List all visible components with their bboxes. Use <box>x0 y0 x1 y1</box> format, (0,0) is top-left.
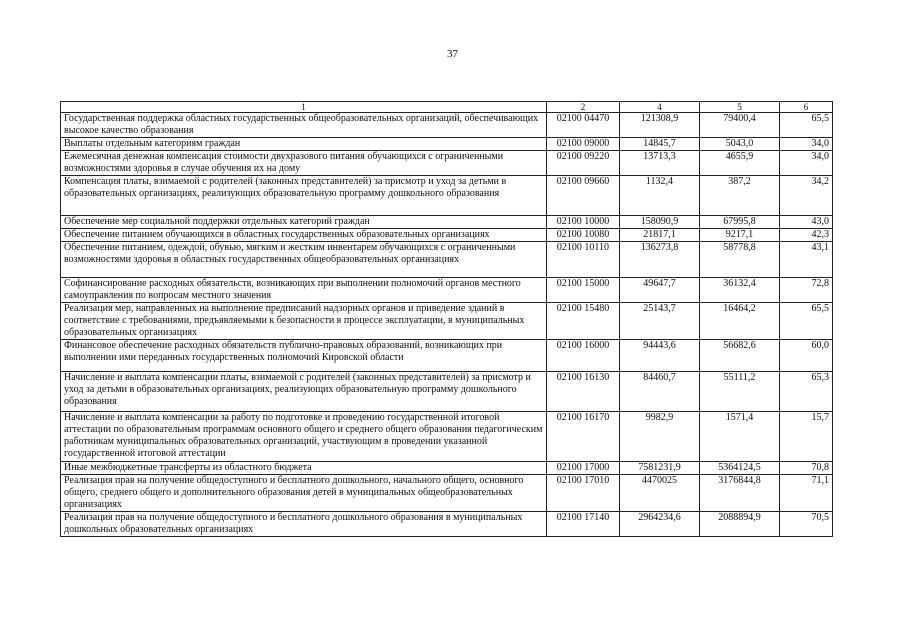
row-code: 02100 17010 <box>547 475 620 512</box>
row-planned: 121308,9 <box>620 113 700 138</box>
row-actual: 58778,8 <box>700 242 780 278</box>
table-row <box>61 372 833 412</box>
row-percent: 43,0 <box>780 216 833 229</box>
row-name: Иные межбюджетные трансферты из областного бюджета <box>61 462 547 475</box>
row-planned: 25143,7 <box>620 303 700 340</box>
table-row <box>61 138 833 151</box>
row-planned: 49647,7 <box>620 278 700 303</box>
table-row <box>61 216 833 229</box>
row-name: Реализация прав на получение общедоступного и бесплатного дошкольного образования в муниципальных дошкольных образовательных организациях <box>61 512 547 537</box>
row-actual: 79400,4 <box>700 113 780 138</box>
row-percent: 34,0 <box>780 138 833 151</box>
row-code: 02100 10080 <box>547 229 620 242</box>
row-actual: 387,2 <box>700 176 780 216</box>
row-planned: 84460,7 <box>620 372 700 412</box>
row-code: 02100 10110 <box>547 242 620 278</box>
table-row <box>61 278 833 303</box>
row-name: Софинансирование расходных обязательств, возникающих при выполнении полномочий органов местного самоуправления по вопросам местного значения <box>61 278 547 303</box>
row-code: 02100 09000 <box>547 138 620 151</box>
row-code: 02100 10000 <box>547 216 620 229</box>
row-planned: 13713,3 <box>620 151 700 176</box>
row-code: 02100 09220 <box>547 151 620 176</box>
row-percent: 43,1 <box>780 242 833 278</box>
table-row <box>61 475 833 512</box>
row-percent: 70,8 <box>780 462 833 475</box>
table-row <box>61 113 833 138</box>
row-actual: 2088894,9 <box>700 512 780 537</box>
header-cell-planned: 4 <box>620 102 700 113</box>
header-cell-name: 1 <box>61 102 547 113</box>
row-percent: 65,5 <box>780 303 833 340</box>
row-percent: 60,0 <box>780 340 833 372</box>
row-name: Государственная поддержка областных государственных общеобразовательных организаций, обеспечивающих высокое качество образования <box>61 113 547 138</box>
row-planned: 2964234,6 <box>620 512 700 537</box>
row-actual: 36132,4 <box>700 278 780 303</box>
table-header-row <box>61 102 833 113</box>
row-actual: 3176844,8 <box>700 475 780 512</box>
row-planned: 136273,8 <box>620 242 700 278</box>
table-row <box>61 412 833 462</box>
row-percent: 34,0 <box>780 151 833 176</box>
page-number: 37 <box>447 48 458 60</box>
row-name: Начисление и выплата компенсации платы, взимаемой с родителей (законных представителей) за присмотр и уход за детьми в образовательных организациях, реализующих образовательную программу дошкольного образования <box>61 372 547 412</box>
header-cell-actual: 5 <box>700 102 780 113</box>
row-name: Реализация мер, направленных на выполнение предписаний надзорных органов и приведение зданий в соответствие с требованиями, предъявляемыми к безопасности в процессе эксплуатации, в муниципальных образовательных организациях <box>61 303 547 340</box>
row-percent: 70,5 <box>780 512 833 537</box>
row-planned: 14845,7 <box>620 138 700 151</box>
row-planned: 7581231,9 <box>620 462 700 475</box>
row-code: 02100 16170 <box>547 412 620 462</box>
row-percent: 34,2 <box>780 176 833 216</box>
row-code: 02100 04470 <box>547 113 620 138</box>
row-name: Компенсация платы, взимаемой с родителей (законных представителей) за присмотр и уход за детьми в образовательных организациях, реализующих образовательную программу дошкольного образования <box>61 176 547 216</box>
row-name: Начисление и выплата компенсации за работу по подготовке и проведению государственной итоговой аттестации по образовательным программам основного общего и среднего общего образования педагогическим работникам муниципальных образовательных организаций, участвующим в проведении указанной государственной итоговой аттестации <box>61 412 547 462</box>
row-actual: 5364124,5 <box>700 462 780 475</box>
row-actual: 4655,9 <box>700 151 780 176</box>
header-cell-code: 2 <box>547 102 620 113</box>
row-name: Реализация прав на получение общедоступного и бесплатного дошкольного, начального общего, основного общего, среднего общего и дополнительного образования детей в муниципальных общеобразовательных организациях <box>61 475 547 512</box>
row-percent: 71,1 <box>780 475 833 512</box>
row-name: Ежемесячная денежная компенсация стоимости двухразового питания обучающихся с ограниченными возможностями здоровья в случае обучения их на дому <box>61 151 547 176</box>
table-row <box>61 151 833 176</box>
row-actual: 5043,0 <box>700 138 780 151</box>
table-body <box>61 113 833 537</box>
row-percent: 42,3 <box>780 229 833 242</box>
row-planned: 1132,4 <box>620 176 700 216</box>
row-percent: 65,3 <box>780 372 833 412</box>
row-percent: 15,7 <box>780 412 833 462</box>
row-actual: 9217,1 <box>700 229 780 242</box>
table-row <box>61 176 833 216</box>
table-row <box>61 229 833 242</box>
row-percent: 65,5 <box>780 113 833 138</box>
row-planned: 158090,9 <box>620 216 700 229</box>
row-code: 02100 16130 <box>547 372 620 412</box>
row-code: 02100 17140 <box>547 512 620 537</box>
row-name: Выплаты отдельным категориям граждан <box>61 138 547 151</box>
table-row <box>61 512 833 537</box>
row-name: Обеспечение мер социальной поддержки отдельных категорий граждан <box>61 216 547 229</box>
row-name: Обеспечение питанием, одеждой, обувью, мягким и жестким инвентарем обучающихся с ограниченными возможностями здоровья в областных государственных общеобразовательных организациях <box>61 242 547 278</box>
table-row <box>61 242 833 278</box>
table-row <box>61 462 833 475</box>
row-code: 02100 16000 <box>547 340 620 372</box>
row-actual: 56682,6 <box>700 340 780 372</box>
row-actual: 67995,8 <box>700 216 780 229</box>
row-code: 02100 15480 <box>547 303 620 340</box>
row-planned: 4470025 <box>620 475 700 512</box>
row-planned: 94443,6 <box>620 340 700 372</box>
row-code: 02100 15000 <box>547 278 620 303</box>
row-actual: 55111,2 <box>700 372 780 412</box>
row-actual: 16464,2 <box>700 303 780 340</box>
row-planned: 21817,1 <box>620 229 700 242</box>
row-actual: 1571,4 <box>700 412 780 462</box>
row-percent: 72,8 <box>780 278 833 303</box>
row-name: Финансовое обеспечение расходных обязательств публично-правовых образований, возникающих при выполнении ими переданных государственных полномочий Кировской области <box>61 340 547 372</box>
row-code: 02100 17000 <box>547 462 620 475</box>
budget-table <box>60 101 833 537</box>
header-cell-percent: 6 <box>780 102 833 113</box>
row-planned: 9982,9 <box>620 412 700 462</box>
table-row <box>61 303 833 340</box>
table-row <box>61 340 833 372</box>
row-code: 02100 09660 <box>547 176 620 216</box>
row-name: Обеспечение питанием обучающихся в областных государственных образовательных организациях <box>61 229 547 242</box>
